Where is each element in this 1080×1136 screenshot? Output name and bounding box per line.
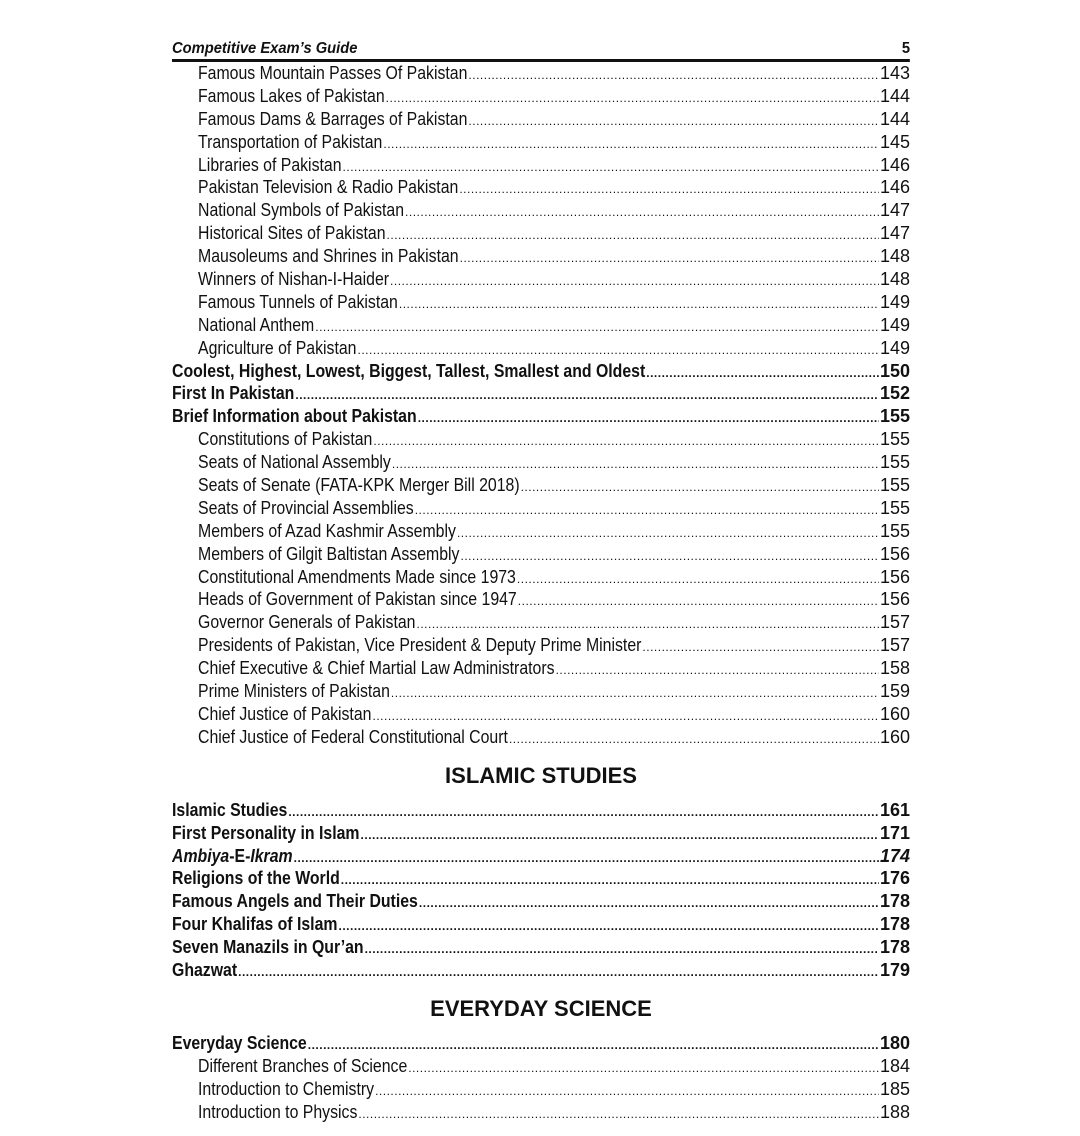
dot-leader — [372, 705, 878, 726]
toc-entry — [172, 680, 910, 703]
dot-leader — [315, 316, 879, 337]
toc-entry-page: 155 — [879, 475, 910, 496]
toc-entry — [172, 1055, 910, 1078]
toc-entry-title: Everyday Science — [172, 1032, 307, 1053]
toc-entry-page: 149 — [879, 291, 910, 312]
dot-leader — [518, 590, 879, 611]
toc-entry-page: 149 — [879, 337, 910, 358]
toc-entry — [172, 62, 910, 85]
toc-entry-page: 158 — [879, 658, 910, 679]
dot-leader — [418, 407, 879, 428]
dot-leader — [468, 110, 879, 131]
dot-leader — [373, 430, 879, 451]
toc-entry-page: 156 — [879, 589, 910, 610]
dot-leader — [294, 847, 879, 868]
toc-entry — [172, 154, 910, 177]
toc-list-pakistan — [172, 62, 910, 749]
toc-entry-page: 155 — [879, 429, 910, 450]
toc-entry-page: 147 — [879, 223, 910, 244]
toc-entry — [172, 314, 910, 337]
toc-entry-title: Prime Ministers of Pakistan — [198, 681, 390, 702]
toc-entry-title: Famous Mountain Passes Of Pakistan — [198, 63, 468, 83]
toc-entry — [172, 1032, 910, 1055]
toc-entry — [172, 890, 910, 913]
dot-leader — [419, 892, 879, 913]
toc-entry-title: Chief Justice of Pakistan — [198, 703, 372, 724]
toc-entry-title: First In Pakistan — [172, 383, 295, 404]
toc-entry-page: 147 — [879, 200, 910, 221]
dot-leader — [457, 522, 879, 543]
dot-leader — [238, 961, 879, 982]
toc-entry-title: Introduction to Chemistry — [198, 1078, 375, 1099]
toc-entry-title: Seats of Senate (FATA-KPK Merger Bill 2018) — [198, 475, 520, 496]
toc-entry-page: 152 — [879, 383, 910, 404]
toc-entry — [172, 176, 910, 199]
toc-entry — [172, 936, 910, 959]
toc-entry — [172, 822, 910, 845]
toc-entry-page: 145 — [879, 131, 910, 152]
toc-entry-title: Different Branches of Science — [198, 1055, 408, 1076]
toc-entry-title: Introduction to Physics — [198, 1101, 358, 1122]
toc-entry — [172, 474, 910, 497]
toc-entry-title: Seven Manazils in Qur’an — [172, 937, 364, 958]
toc-entry-title: Religions of the World — [172, 868, 340, 889]
toc-entry-page: 144 — [879, 108, 910, 129]
section-heading-everyday-science: EVERYDAY SCIENCE — [430, 995, 652, 1021]
toc-entry-page: 171 — [879, 822, 910, 843]
toc-entry-page: 155 — [879, 497, 910, 518]
toc-entry-title — [172, 845, 293, 868]
toc-entry — [172, 867, 910, 890]
dot-leader — [358, 339, 879, 360]
toc-entry — [172, 497, 910, 520]
dot-leader — [642, 636, 879, 657]
toc-entry — [172, 703, 910, 726]
toc-entry-title: Famous Tunnels of Pakistan — [198, 291, 398, 312]
dot-leader — [521, 476, 879, 497]
toc-entry — [172, 268, 910, 291]
toc-entry-page: 143 — [879, 63, 910, 83]
dot-leader — [460, 247, 879, 268]
toc-entry — [172, 520, 910, 543]
toc-entry — [172, 245, 910, 268]
toc-entry-page: 178 — [879, 891, 910, 912]
toc-entry-page: 146 — [879, 154, 910, 175]
toc-entry-page: 157 — [879, 635, 910, 656]
dot-leader — [387, 224, 879, 245]
toc-entry-title: Pakistan Television & Radio Pakistan — [198, 177, 459, 198]
dot-leader — [556, 659, 879, 680]
toc-page — [172, 34, 910, 1123]
dot-leader — [386, 87, 879, 108]
toc-entry-title: National Anthem — [198, 314, 315, 335]
toc-entry-title: Ghazwat — [172, 959, 238, 980]
dot-leader — [375, 1080, 879, 1101]
dot-leader — [365, 938, 879, 959]
dot-leader — [405, 201, 879, 222]
dot-leader — [459, 178, 879, 199]
toc-entry-page: 149 — [879, 314, 910, 335]
toc-entry-title: Members of Azad Kashmir Assembly — [198, 520, 456, 541]
dot-leader — [288, 801, 879, 822]
toc-entry-title: Mausoleums and Shrines in Pakistan — [198, 246, 459, 267]
dot-leader — [383, 133, 879, 154]
toc-entry-title: Members of Gilgit Baltistan Assembly — [198, 543, 460, 564]
toc-entry — [172, 543, 910, 566]
dot-leader — [408, 1057, 879, 1078]
dot-leader — [415, 499, 879, 520]
dot-leader — [358, 1103, 879, 1124]
toc-entry — [172, 199, 910, 222]
section-heading-islamic-studies: ISLAMIC STUDIES — [445, 762, 637, 788]
toc-entry-title: Four Khalifas of Islam — [172, 914, 338, 935]
toc-entry-page: 179 — [879, 959, 910, 980]
toc-entry — [172, 657, 910, 680]
toc-entry — [172, 611, 910, 634]
toc-entry — [172, 959, 910, 982]
toc-entry — [172, 566, 910, 589]
dot-leader — [391, 682, 879, 703]
dot-leader — [509, 728, 879, 749]
toc-entry — [172, 451, 910, 474]
toc-entry — [172, 913, 910, 936]
toc-entry-title: Famous Dams & Barrages of Pakistan — [198, 108, 468, 129]
toc-entry-title: Famous Angels and Their Duties — [172, 891, 418, 912]
dot-leader — [341, 869, 879, 890]
toc-entry-title: Chief Justice of Federal Constitutional Court — [198, 726, 508, 747]
toc-entry-page: 178 — [879, 914, 910, 935]
dot-leader — [308, 1034, 879, 1055]
toc-entry — [172, 85, 910, 108]
toc-entry — [172, 634, 910, 657]
toc-entry-title: Heads of Government of Pakistan since 1947 — [198, 589, 517, 610]
running-header — [172, 34, 910, 62]
toc-entry-page: 155 — [879, 520, 910, 541]
toc-entry-title-part: Ambiya — [172, 845, 230, 866]
dot-leader — [339, 915, 879, 936]
toc-entry-page: 160 — [879, 726, 910, 747]
toc-entry-page: 148 — [879, 246, 910, 267]
toc-entry — [172, 726, 910, 749]
dot-leader — [343, 156, 879, 177]
toc-entry-page: 155 — [879, 452, 910, 473]
toc-entry-title: Famous Lakes of Pakistan — [198, 85, 385, 106]
toc-entry-page: 176 — [879, 868, 910, 889]
toc-entry-title: Libraries of Pakistan — [198, 154, 342, 175]
toc-entry-title: Agriculture of Pakistan — [198, 337, 357, 358]
toc-entry-page: 157 — [879, 612, 910, 633]
toc-entry-title: Constitutional Amendments Made since 1973 — [198, 566, 516, 587]
toc-entry-page: 144 — [879, 85, 910, 106]
toc-entry-title: Transportation of Pakistan — [198, 131, 383, 152]
dot-leader — [646, 362, 879, 383]
toc-entry — [172, 405, 910, 428]
toc-entry — [172, 428, 910, 451]
header-page-number: 5 — [901, 40, 911, 57]
toc-list-everyday-science — [172, 1032, 910, 1124]
toc-entry-title: Brief Information about Pakistan — [172, 406, 417, 427]
toc-entry — [172, 291, 910, 314]
toc-entry-page: 161 — [879, 799, 910, 820]
toc-entry-page: 159 — [879, 681, 910, 702]
toc-list-islamic-studies — [172, 799, 910, 982]
toc-entry-page: 156 — [879, 543, 910, 564]
dot-leader — [517, 568, 879, 589]
toc-entry-page: 155 — [879, 406, 910, 427]
toc-entry-page: 188 — [879, 1101, 910, 1122]
toc-entry-page: 148 — [879, 269, 910, 290]
dot-leader — [399, 293, 879, 314]
dot-leader — [390, 270, 879, 291]
toc-entry-page: 185 — [879, 1078, 910, 1099]
toc-entry-title: Seats of National Assembly — [198, 452, 391, 473]
toc-entry-page: 178 — [879, 937, 910, 958]
toc-entry-title: Winners of Nishan-I-Haider — [198, 269, 390, 290]
toc-entry-title: Historical Sites of Pakistan — [198, 223, 386, 244]
toc-entry-title: Seats of Provincial Assemblies — [198, 497, 414, 518]
dot-leader — [295, 384, 879, 405]
toc-entry-title: Coolest, Highest, Lowest, Biggest, Tallest, Smallest and Oldest — [172, 360, 646, 381]
toc-entry-page: 146 — [879, 177, 910, 198]
dot-leader — [468, 64, 879, 85]
toc-entry — [172, 337, 910, 360]
toc-entry — [172, 382, 910, 405]
toc-entry — [172, 588, 910, 611]
dot-leader — [361, 824, 879, 845]
toc-entry-page: 184 — [879, 1055, 910, 1076]
toc-entry-page: 160 — [879, 703, 910, 724]
toc-entry-title: Governor Generals of Pakistan — [198, 612, 416, 633]
dot-leader — [417, 613, 879, 634]
toc-entry-title: Constitutions of Pakistan — [198, 429, 373, 450]
toc-entry — [172, 131, 910, 154]
toc-entry-title-part: Ikram — [250, 845, 293, 866]
toc-entry — [172, 799, 910, 822]
toc-entry-page: 156 — [879, 566, 910, 587]
toc-entry-title: First Personality in Islam — [172, 822, 360, 843]
toc-entry-title-part: -E- — [229, 845, 251, 866]
toc-entry-title: Islamic Studies — [172, 799, 288, 820]
toc-entry-title: Presidents of Pakistan, Vice President & Deputy Prime Minister — [198, 635, 642, 656]
toc-entry-page: 150 — [879, 360, 910, 381]
book-title: Competitive Exam’s Guide — [172, 40, 358, 57]
dot-leader — [392, 453, 879, 474]
toc-entry — [172, 108, 910, 131]
toc-entry-title: Chief Executive & Chief Martial Law Administrators — [198, 658, 555, 679]
toc-entry-page: 174 — [879, 845, 910, 866]
dot-leader — [460, 545, 878, 566]
toc-entry — [172, 360, 910, 383]
toc-entry — [172, 1101, 910, 1124]
toc-entry-page: 180 — [879, 1032, 910, 1053]
toc-entry — [172, 222, 910, 245]
toc-entry-title: National Symbols of Pakistan — [198, 200, 405, 221]
toc-entry — [172, 1078, 910, 1101]
toc-entry — [172, 845, 910, 868]
